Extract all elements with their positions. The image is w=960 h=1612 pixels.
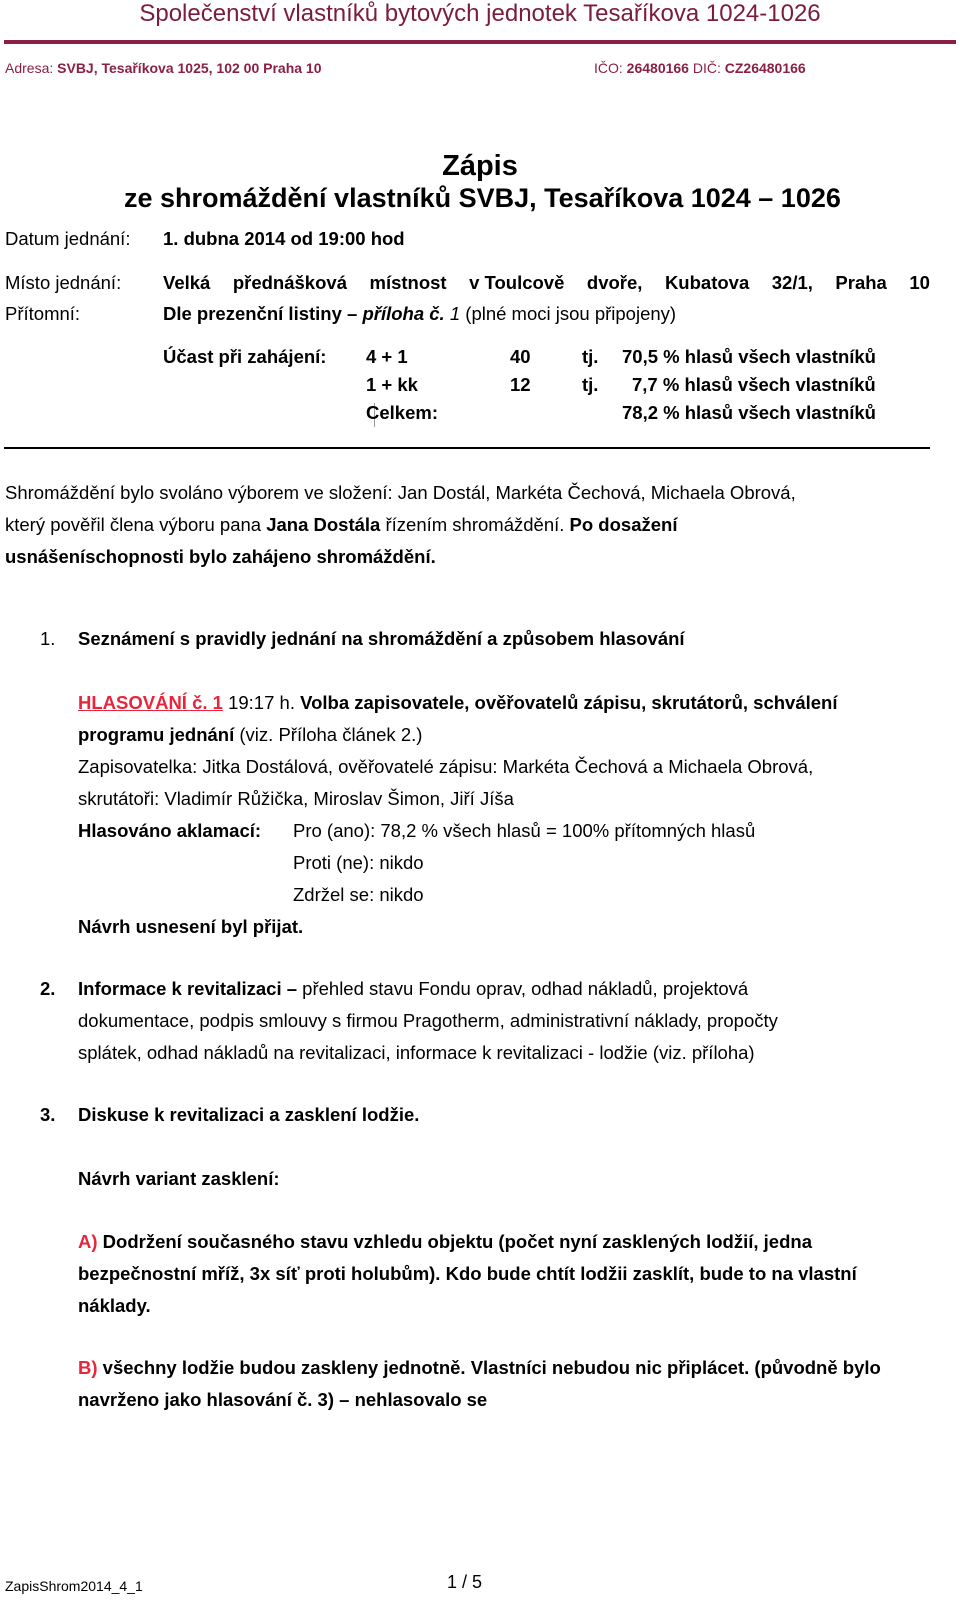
attendance-total-label: Celkem:	[366, 402, 438, 423]
variant-b: B) všechny lodžie budou zaskleny jednotně. Vlastníci nebudou nic připlácet. (původně bylo	[78, 1357, 881, 1378]
present-label: Přítomní:	[5, 303, 81, 324]
item-title: Seznámení s pravidly jednání na shromáždění a způsobem hlasování	[78, 628, 685, 649]
organization-name: Společenství vlastníků bytových jednotek Tesaříkova 1024-1026	[139, 0, 821, 27]
date-value: 1. dubna 2014 od 19:00 hod	[163, 228, 405, 249]
attendance-tj: tj.	[582, 374, 599, 395]
attendance-label: Účast při zahájení:	[163, 346, 327, 367]
attendance-total-pct: 78,2 % hlasů všech vlastníků	[622, 402, 876, 423]
item-text: splátek, odhad nákladů na revitalizaci, informace k revitalizaci - lodžie (viz. příloha)	[78, 1042, 755, 1063]
attendance-type: 1 + kk	[366, 374, 418, 395]
acclaim-label: Hlasováno aklamací:	[78, 820, 262, 841]
vote-zdrzel: Zdržel se: nikdo	[293, 884, 424, 905]
present-value: Dle prezenční listiny – příloha č. 1 (plné moci jsou připojeny)	[163, 303, 677, 324]
attendance-pct: 70,5 % hlasů všech vlastníků	[622, 346, 876, 367]
variants-title: Návrh variant zasklení:	[78, 1168, 280, 1189]
vote-heading-cont: programu jednání (viz. Příloha článek 2.)	[78, 724, 423, 745]
ico-dic: IČO: 26480166 DIČ: CZ26480166	[594, 60, 806, 76]
vote-result: Návrh usnesení byl přijat.	[78, 916, 304, 937]
item-number: 2.	[40, 978, 56, 999]
attendance-count: 40	[510, 346, 531, 367]
item-title: Diskuse k revitalizaci a zasklení lodžie.	[78, 1104, 420, 1125]
page-number: 1 / 5	[447, 1572, 483, 1592]
item-number: 3.	[40, 1104, 56, 1125]
intro-line: usnášeníschopnosti bylo zahájeno shromáždění.	[5, 546, 436, 567]
intro-line: který pověřil člena výboru pana Jana Dostála řízením shromáždění. Po dosažení	[5, 514, 678, 535]
attendance-type: 4 + 1	[366, 346, 408, 367]
vote-text: skrutátoři: Vladimír Růžička, Miroslav Šimon, Jiří Jíša	[78, 788, 514, 809]
variant-b-text: navrženo jako hlasování č. 3) – nehlasovalo se	[78, 1389, 488, 1410]
vote-pro: Pro (ano): 78,2 % všech hlasů = 100% přítomných hlasů	[293, 820, 756, 841]
attendance-pct: 7,7 % hlasů všech vlastníků	[632, 374, 876, 395]
item-text: dokumentace, podpis smlouvy s firmou Pragotherm, administrativní náklady, propočty	[78, 1010, 778, 1031]
vote-proti: Proti (ne): nikdo	[293, 852, 424, 873]
footer-filename: ZapisShrom2014_4_1	[5, 1578, 143, 1594]
header-divider	[4, 40, 956, 44]
attendance-count: 12	[510, 374, 531, 395]
attendance-tj: tj.	[582, 346, 599, 367]
address: Adresa: SVBJ, Tesaříkova 1025, 102 00 Praha 10	[5, 60, 322, 76]
section-divider	[4, 447, 930, 449]
vote-text: Zapisovatelka: Jitka Dostálová, ověřovatelé zápisu: Markéta Čechová a Michaela Obrová,	[78, 756, 814, 777]
doc-title: Zápis	[442, 150, 518, 182]
variant-a-text: náklady.	[78, 1295, 151, 1316]
place-label: Místo jednání:	[5, 272, 122, 293]
variant-a-text: bezpečnostní mříž, 3x síť proti holubům). Kdo bude chtít lodžii zasklít, bude to na vlastní	[78, 1263, 857, 1284]
variant-a: A) Dodržení současného stavu vzhledu objektu (počet nyní zasklených lodžií, jedna	[78, 1231, 812, 1252]
date-label: Datum jednání:	[5, 228, 131, 249]
vote-heading: HLASOVÁNÍ č. 1 19:17 h. Volba zapisovatele, ověřovatelů zápisu, skrutátorů, schválení	[78, 692, 838, 713]
item-title: Informace k revitalizaci – přehled stavu Fondu oprav, odhad nákladů, projektová	[78, 978, 749, 999]
doc-subtitle: ze shromáždění vlastníků SVBJ, Tesaříkova 1024 – 1026	[124, 183, 841, 213]
intro-line: Shromáždění bylo svoláno výborem ve složení: Jan Dostál, Markéta Čechová, Michaela Obrová,	[5, 482, 796, 503]
item-number: 1.	[40, 628, 56, 649]
place-value: Velká přednášková místnost v Toulcově dvoře, Kubatova 32/1, Praha 10	[163, 272, 930, 293]
